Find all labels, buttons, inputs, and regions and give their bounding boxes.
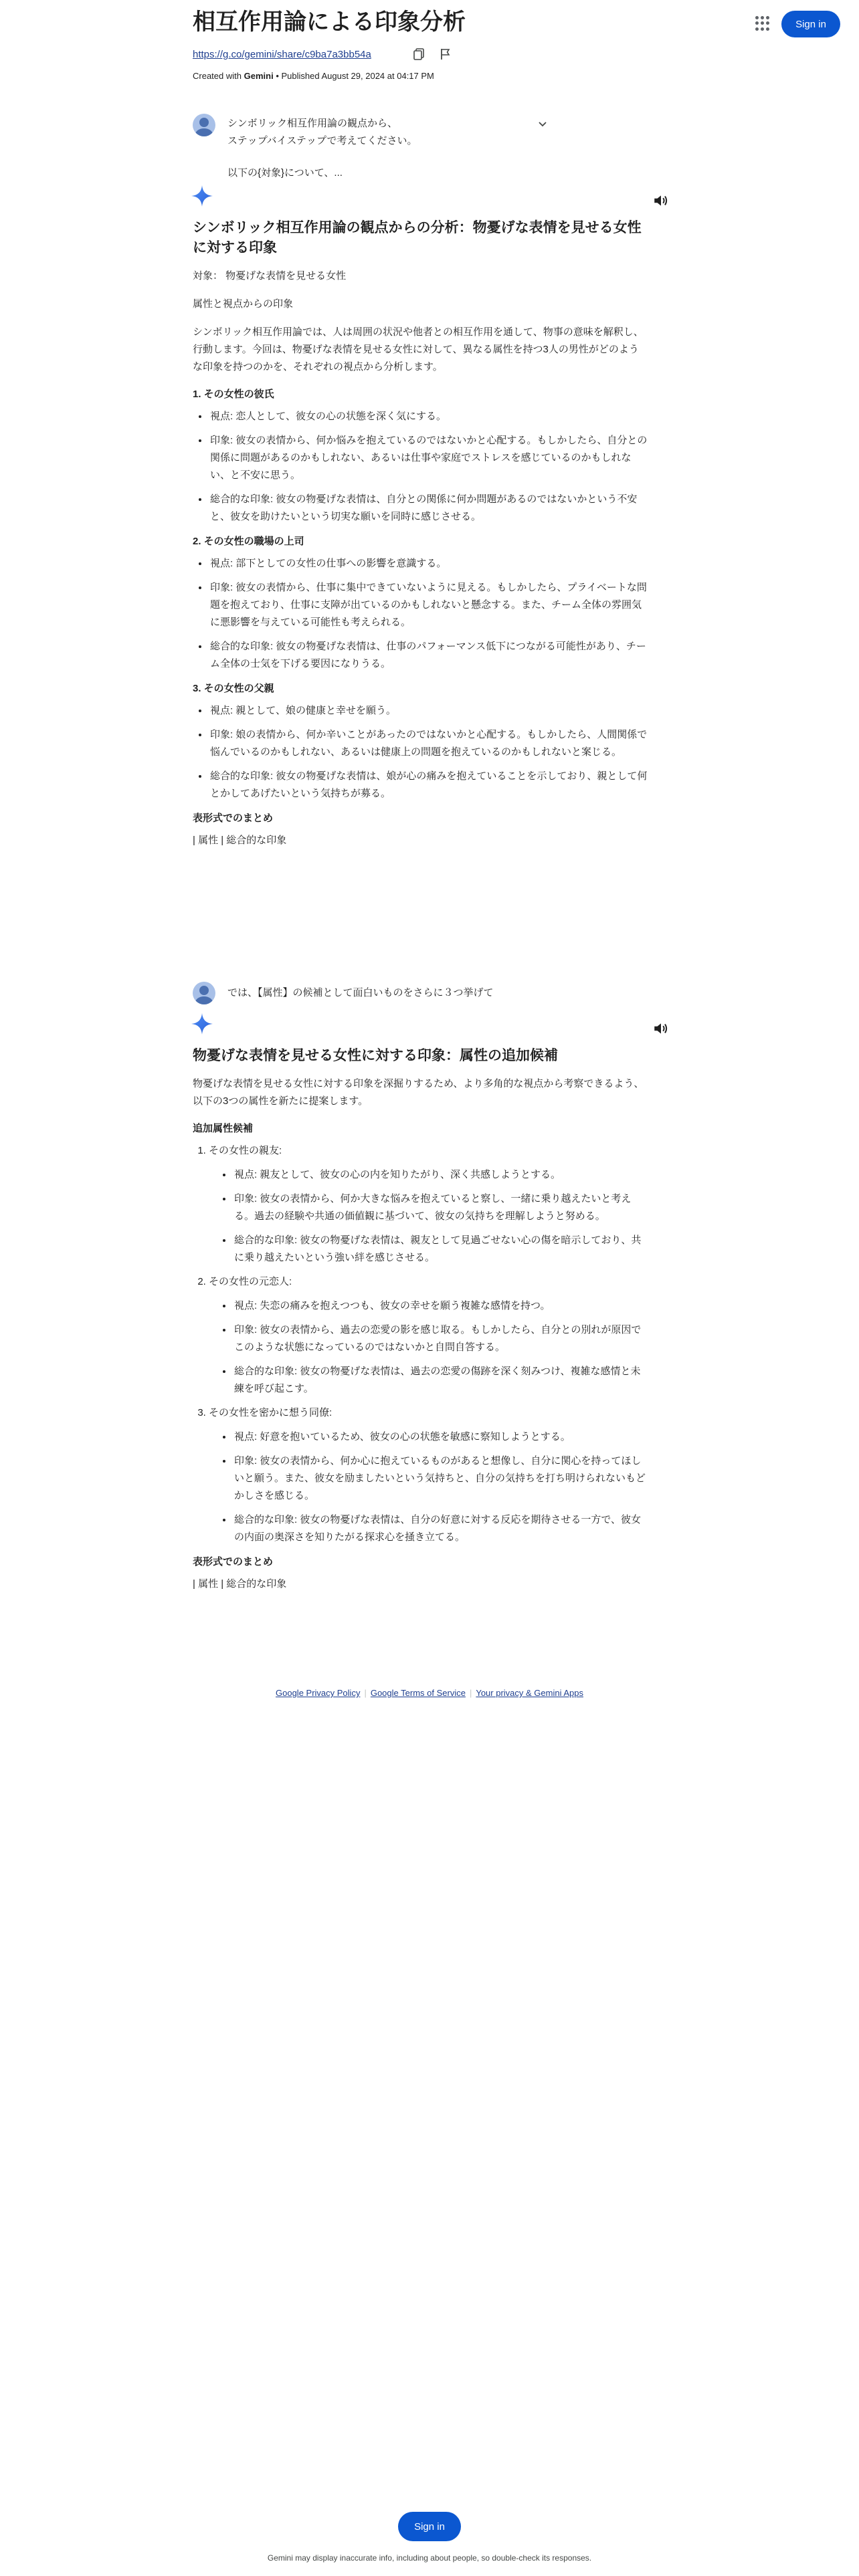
terms-of-service-link[interactable]: Google Terms of Service: [370, 1688, 466, 1698]
response-subheading: 属性と視点からの印象: [193, 298, 294, 310]
list-item: • 印象: 彼女の表情から、仕事に集中できていないように見える。もしかしたら、プライベートな問題を抱えており、仕事に支障が出ているのかもしれないと懸念する。また、チーム全体の雰囲気に悪影響を与えている可能性も考えられる。: [209, 579, 648, 631]
candidate-label: その女性の元恋人:: [209, 1276, 292, 1287]
list-item: • 印象: 彼女の表情から、何か大きな悩みを抱えていると察し、一緒に乗り越えたいと考える。過去の経験や共通の価値観に基づいて、彼女の気持ちを理解しようと努める。: [233, 1190, 648, 1225]
speaker-icon[interactable]: [652, 1020, 670, 1037]
list-item: • 印象: 彼女の表情から、何か心に抱えているものがあると想像し、自分に関心を持ってほしいと願う。また、彼女を励ましたいという気持ちと、自分の気持ちを打ち明けられないもどかしさを感じる。: [233, 1453, 648, 1505]
response-1: [193, 218, 648, 860]
response-subheading: 追加属性候補: [193, 1123, 254, 1134]
list-item: • 総合的な印象: 彼女の物憂げな表情は、仕事のパフォーマンス低下につながる可能性があり、チーム全体の士気を下げる要因になりうる。: [209, 638, 648, 673]
user-prompt: [227, 115, 417, 182]
gemini-sparkle-icon: [191, 185, 213, 207]
list-item: • 視点: 好意を抱いているため、彼女の心の状態を敏感に察知しようとする。: [233, 1428, 648, 1446]
sign-in-button[interactable]: Sign in: [781, 11, 840, 37]
summary-table-text: | 属性 | 総合的な印象: [193, 835, 287, 846]
user-prompt: [227, 984, 494, 1002]
list-item: • 総合的な印象: 彼女の物憂げな表情は、自分の好意に対する反応を期待させる一方で、彼女の内面の奥深さを知りたがる探求心を掻き立てる。: [233, 1511, 648, 1546]
candidate-item: [209, 1273, 648, 1398]
chevron-down-icon[interactable]: [537, 118, 548, 132]
response-intro: 物憂げな表情を見せる女性に対する印象を深掘りするため、より多角的な視点から考察できるよう、以下の3つの属性を新たに提案します。: [193, 1078, 644, 1107]
candidate-item: [209, 1404, 648, 1546]
summary-heading: 表形式でのまとめ: [193, 813, 274, 824]
privacy-policy-link[interactable]: Google Privacy Policy: [276, 1688, 361, 1698]
user-avatar: [193, 982, 215, 1004]
speaker-icon[interactable]: [652, 192, 670, 209]
copy-icon[interactable]: [409, 45, 428, 64]
candidate-detail-list: [217, 1297, 648, 1398]
user-prompt-line: 以下の{対象}について、...: [227, 167, 343, 179]
section-heading: 2. その女性の職場の上司: [193, 536, 304, 547]
gemini-privacy-link[interactable]: Your privacy & Gemini Apps: [476, 1688, 583, 1698]
footer-separator: |: [364, 1688, 367, 1698]
published-date: Published August 29, 2024 at 04:17 PM: [281, 71, 434, 81]
candidate-label: その女性の親友:: [209, 1145, 282, 1156]
section-list: [193, 408, 648, 526]
apps-grid-icon[interactable]: [755, 16, 770, 31]
list-item: • 総合的な印象: 彼女の物憂げな表情は、娘が心の痛みを抱えていることを示しており、親として何とかしてあげたいという気持ちが募る。: [209, 768, 648, 802]
candidate-detail-list: [217, 1166, 648, 1267]
list-item: • 視点: 失恋の痛みを抱えつつも、彼女の幸せを願う複雑な感情を持つ。: [233, 1297, 648, 1315]
list-item: • 視点: 恋人として、彼女の心の状態を深く気にする。: [209, 408, 648, 425]
meta-separator: •: [276, 71, 282, 81]
created-app: Gemini: [244, 71, 274, 81]
response-title: 物憂げな表情を見せる女性に対する印象：属性の追加候補: [193, 1048, 558, 1063]
sign-in-button-bottom[interactable]: Sign in: [398, 2512, 461, 2541]
flag-icon[interactable]: [436, 45, 455, 64]
summary-heading: 表形式でのまとめ: [193, 1556, 274, 1568]
user-prompt-line: シンボリック相互作用論の観点から、: [227, 118, 398, 129]
list-item: • 印象: 彼女の表情から、過去の恋愛の影を感じ取る。もしかしたら、自分との別れが原因でこのような状態になっているのではないかと自問自答する。: [233, 1321, 648, 1356]
list-item: • 総合的な印象: 彼女の物憂げな表情は、自分との関係に何か問題があるのではないかという不安と、彼女を助けたいという切実な願いを同時に感じさせる。: [209, 491, 648, 526]
response-intro: シンボリック相互作用論では、人は周囲の状況や他者との相互作用を通して、物事の意味を解釈し、行動します。今回は、物憂げな表情を見せる女性に対して、異なる属性を持つ3人の男性がどのような印象を持つのかを、それぞれの視点から分析します。: [193, 326, 644, 372]
disclaimer-text: Gemini may display inaccurate info, including about people, so double-check its responses.: [267, 2553, 592, 2563]
share-meta: [193, 71, 434, 81]
candidate-item: [209, 1142, 648, 1267]
response-target: 対象： 物憂げな表情を見せる女性: [193, 270, 347, 282]
user-prompt-line: では、【属性】の候補として面白いものをさらに３つ挙げて: [227, 987, 494, 998]
summary-table-text: | 属性 | 総合的な印象: [193, 1578, 287, 1590]
page-title: 相互作用論による印象分析: [193, 9, 466, 35]
candidate-label: その女性を密かに想う同僚:: [209, 1407, 332, 1418]
candidate-detail-list: [217, 1428, 648, 1546]
user-avatar: [193, 114, 215, 136]
list-item: • 視点: 部下としての女性の仕事への影響を意識する。: [209, 555, 648, 572]
share-link-row: [193, 44, 371, 64]
footer-links: [0, 1688, 859, 1698]
section-heading: 1. その女性の彼氏: [193, 389, 274, 400]
created-prefix: Created with: [193, 71, 242, 81]
section-list: [193, 555, 648, 673]
footer-separator: |: [469, 1688, 472, 1698]
gemini-sparkle-icon: [191, 1012, 213, 1035]
user-prompt-line: ステップバイステップで考えてください。: [227, 135, 417, 146]
response-title: シンボリック相互作用論の観点からの分析：物憂げな表情を見せる女性に対する印象: [193, 220, 642, 255]
section-list: [193, 702, 648, 802]
section-heading: 3. その女性の父親: [193, 683, 274, 694]
list-item: • 総合的な印象: 彼女の物憂げな表情は、親友として見過ごせない心の傷を暗示しており、共に乗り越えたいという強い絆を感じさせる。: [233, 1232, 648, 1267]
list-item: • 印象: 娘の表情から、何か辛いことがあったのではないかと心配する。もしかしたら、人間関係で悩んでいるのかもしれない、あるいは健康上の問題を抱えているのかもしれないと案じる。: [209, 726, 648, 761]
list-item: • 視点: 親として、娘の健康と幸せを願う。: [209, 702, 648, 720]
list-item: • 視点: 親友として、彼女の心の内を知りたがり、深く共感しようとする。: [233, 1166, 648, 1184]
list-item: • 総合的な印象: 彼女の物憂げな表情は、過去の恋愛の傷跡を深く刻みつけ、複雑な感情と未練を呼び起こす。: [233, 1363, 648, 1398]
response-2: [193, 1046, 648, 1604]
candidate-list: [193, 1142, 648, 1546]
top-bar: [0, 0, 859, 48]
list-item: • 印象: 彼女の表情から、何か悩みを抱えているのではないかと心配する。もしかしたら、自分との関係に問題があるのかもしれない、あるいは仕事や家庭でストレスを感じているのかもしれない、と不安に思う。: [209, 432, 648, 484]
share-link[interactable]: https://g.co/gemini/share/c9ba7a3bb54a: [193, 48, 371, 60]
